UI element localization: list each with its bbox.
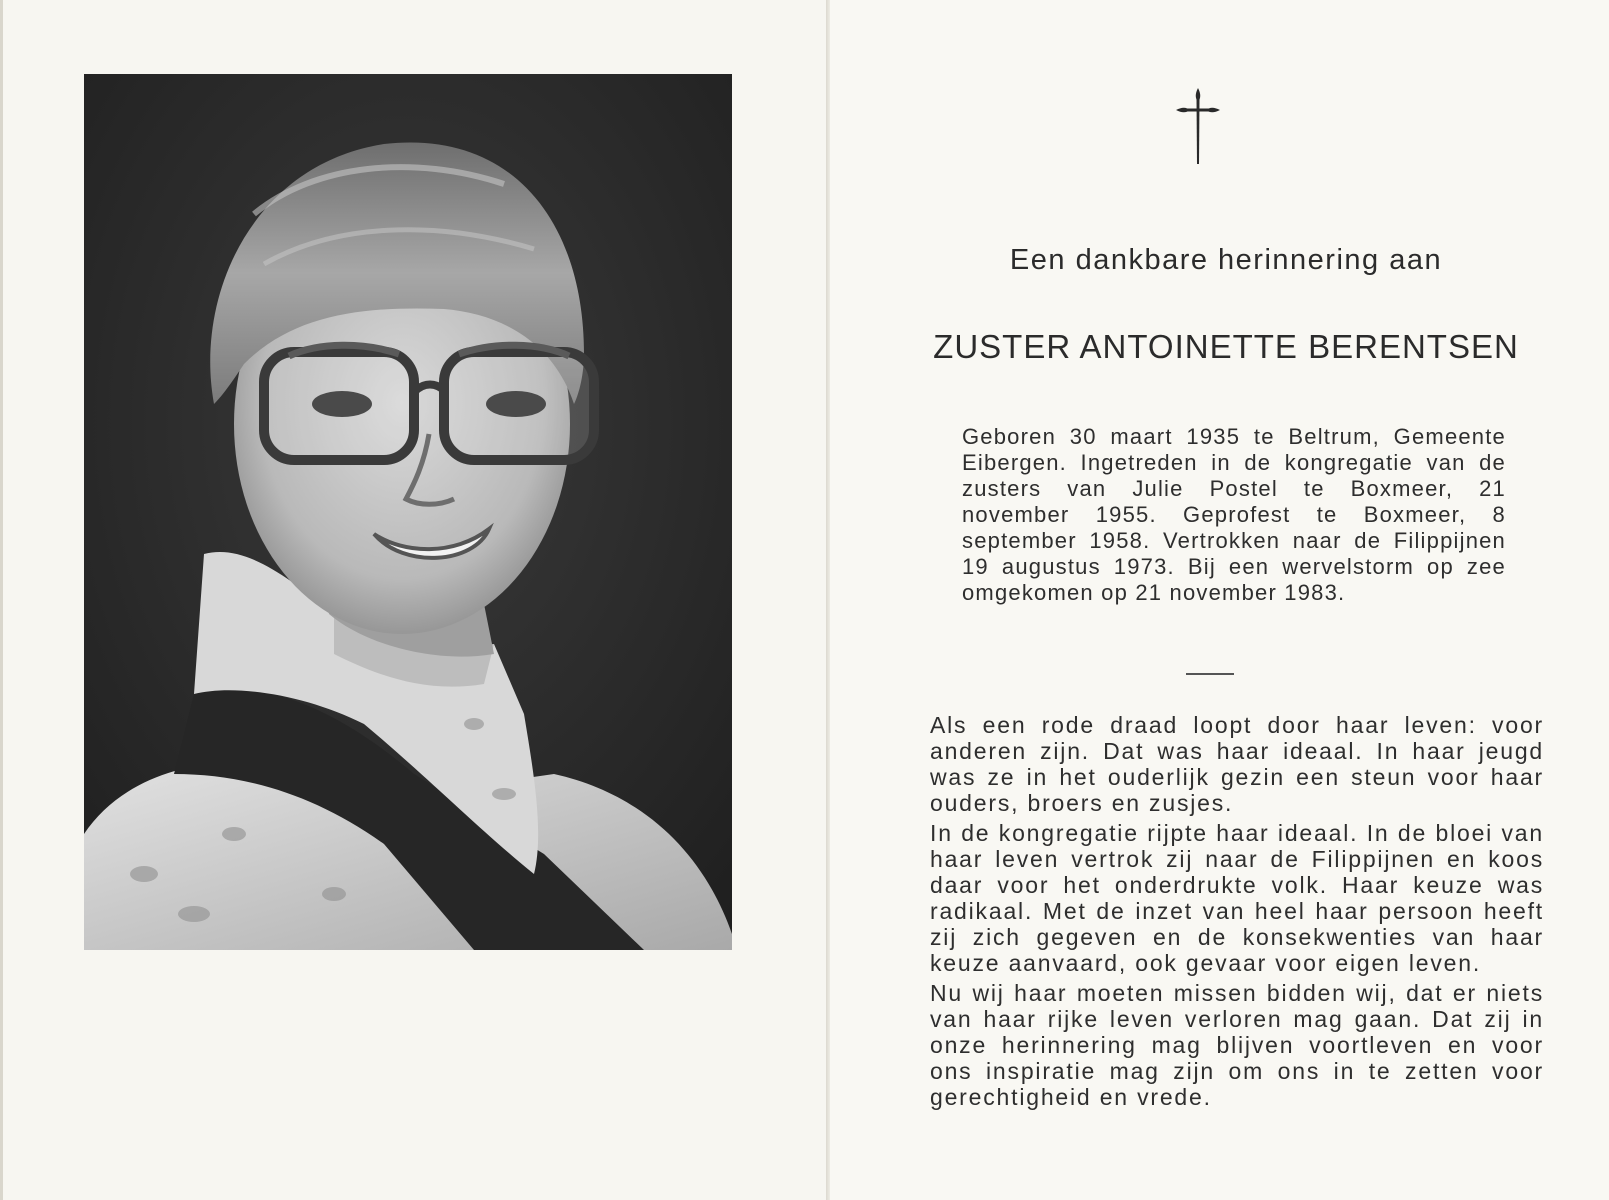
cross-icon xyxy=(1168,84,1228,168)
biography-text: Geboren 30 maart 1935 te Beltrum, Gemeente Eibergen. Ingetreden in de kongregatie van de zusters van Julie Postel te Boxmeer, 21 november 1955. Geprofest te Boxmeer, 8 september 1958. Vertrokken naar de Filippijnen 19 augustus 1973. Bij een wervelstorm op zee omgekomen op 21 november 1983. xyxy=(962,424,1506,605)
tribute-paragraph: In de kongregatie rijpte haar ideaal. In de bloei van haar leven vertrok zij naar de Filippijnen en koos daar voor het onderdrukte volk. Haar keuze was radikaal. Met de inzet van heel haar persoon heeft zij zich gegeven en de konsekwenties van haar keuze aanvaard, ook gevaar voor eigen leven. xyxy=(930,820,1544,976)
portrait-illustration xyxy=(84,74,732,950)
intro-heading: Een dankbare herinnering aan xyxy=(1009,244,1443,276)
card-edge xyxy=(0,0,3,1200)
tribute-text xyxy=(930,712,1544,1114)
deceased-name: ZUSTER ANTOINETTE BERENTSEN xyxy=(933,328,1519,365)
tribute-paragraph: Nu wij haar moeten missen bidden wij, dat er niets van haar rijke leven verloren mag gaan. Dat zij in onze herinnering mag blijven voortleven en voor ons inspiratie mag zijn om ons in te zetten voor gerechtigheid en vrede. xyxy=(930,980,1544,1110)
tribute-paragraph: Als een rode draad loopt door haar leven: voor anderen zijn. Dat was haar ideaal. In haar jeugd was ze in het ouderlijk gezin een steun voor haar ouders, broers en zusjes. xyxy=(930,712,1544,816)
portrait-photo xyxy=(84,74,732,950)
section-divider xyxy=(1186,673,1234,675)
